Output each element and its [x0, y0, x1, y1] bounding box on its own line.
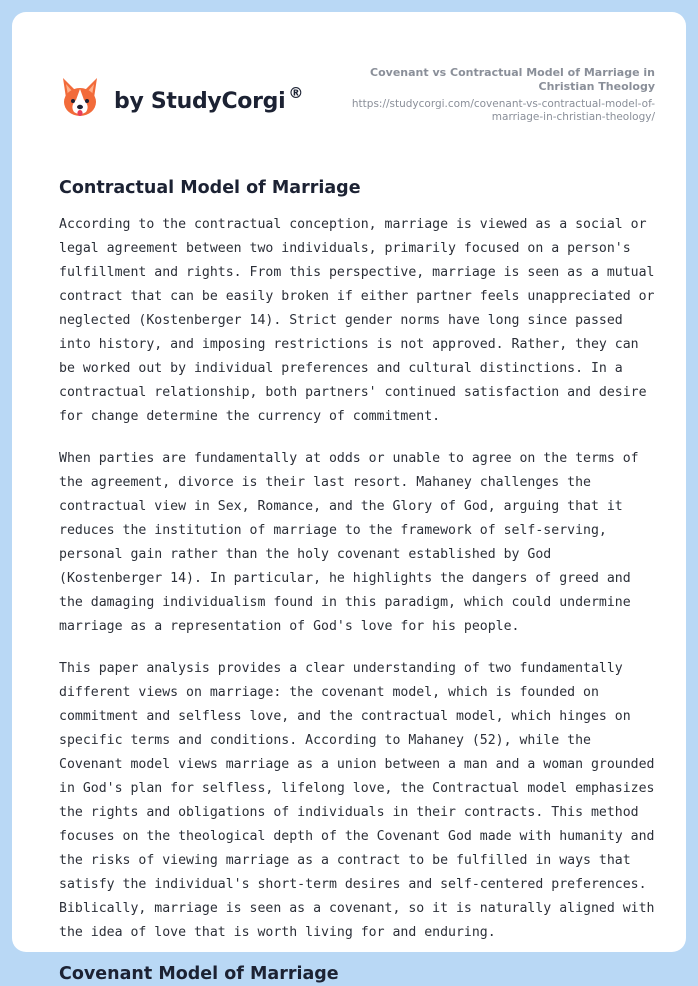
registered-mark: ® [288, 83, 304, 102]
document-meta [315, 66, 655, 124]
article-body [59, 176, 659, 986]
studycorgi-logo[interactable] [60, 76, 303, 120]
paragraph: This paper analysis provides a clear understanding of two fundamentally different views on marriage: the covenant model, which is founded on commitment and selfless love, and the contractual model, which hinges on specific terms and conditions. According to Mahaney (52), while the Covenant model views marriage as a union between a man and a woman grounded in God's plan for selfless, lifelong love, the Contractual model emphasizes the rights and obligations of individuals in their contracts. This method focuses on the theological depth of the Covenant God made with humanity and the risks of viewing marriage as a contract to be fulfilled in ways that satisfy the individual's short-term desires and self-centered preferences. Biblically, marriage is seen as a covenant, so it is naturally aligned with the idea of love that is worth living for and enduring. [59, 661, 655, 940]
brand-text: by StudyCorgi [114, 88, 286, 114]
document-url[interactable]: https://studycorgi.com/covenant-vs-contractual-model-of-marriage-in-christian-theology/ [351, 98, 655, 123]
document-page [12, 12, 686, 984]
page-header [12, 12, 686, 152]
brand-name [114, 83, 304, 114]
document-title: Covenant vs Contractual Model of Marriage in Christian Theology [370, 66, 655, 93]
paragraph: When parties are fundamentally at odds or unable to agree on the terms of the agreement, divorce is their last resort. Mahaney challenges the contractual view in Sex, Romance, and the Glory of God, arguing that it reduces the institution of marriage to the framework of self-serving, personal gain rather than the holy covenant established by God (Kostenberger 14). In particular, he highlights the dangers of greed and the damaging individualism found in this paradigm, which could undermine marriage as a representation of God's love for his people. [59, 451, 639, 634]
corgi-logo-icon [60, 76, 100, 120]
section-heading: Covenant Model of Marriage [59, 964, 339, 984]
section-heading: Contractual Model of Marriage [59, 178, 361, 198]
paragraph: According to the contractual conception, marriage is viewed as a social or legal agreement between two individuals, primarily focused on a person's fulfillment and rights. From this perspective, marriage is seen as a mutual contract that can be easily broken if either partner feels unappreciated or neglected (Kostenberger 14). Strict gender norms have long since passed into history, and imposing restrictions is not approved. Rather, they can be worked out by individual preferences and cultural distinctions. In a contractual relationship, both partners' continued satisfaction and desire for change determine the currency of commitment. [59, 217, 655, 424]
